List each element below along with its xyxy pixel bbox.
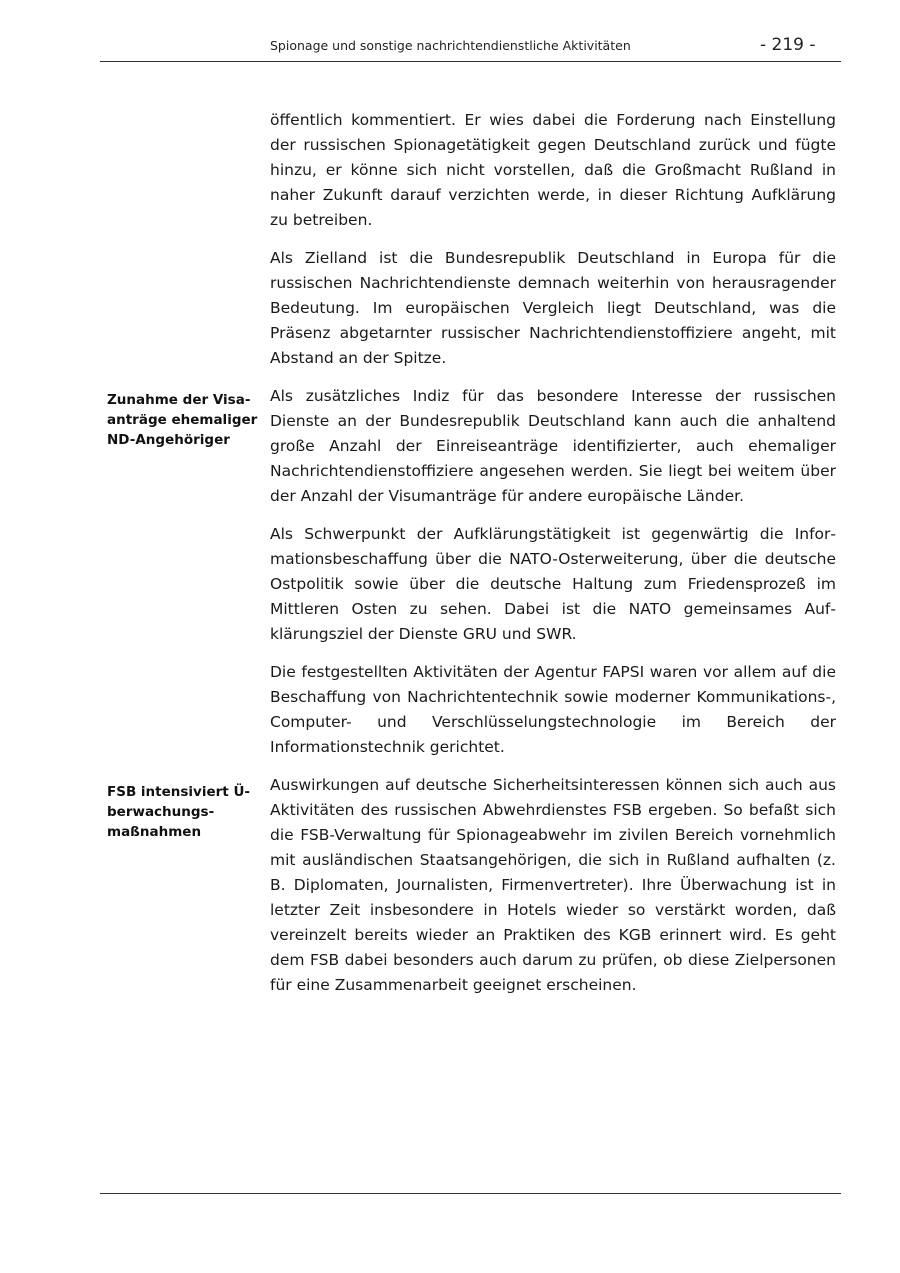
- header-rule: [100, 61, 841, 62]
- margin-note-fsb: [107, 782, 257, 842]
- paragraph: Als Zielland ist die Bundesrepublik Deutschland in Europa für die russischen Nachrichtendienste demnach weiterhin von herausragender Bedeutung. Im europäischen Vergleich liegt Deutschland, was die Präsenz abgetarnter russischer Nachrichtendienstoffiziere angeht, mit Abstand an der Spitze.: [270, 249, 836, 367]
- body-text: [270, 108, 836, 1011]
- paragraph: öffentlich kommentiert. Er wies dabei die Forderung nach Einstellung der russischen Spionagetätigkeit gegen Deutschland zurück und fügte hinzu, er könne sich nicht vorstellen, daß die Großmacht Rußland in naher Zukunft darauf verzichten werde, in dieser Richtung Aufklärung zu betreiben.: [270, 111, 836, 229]
- paragraph: Als zusätzliches Indiz für das besondere Interesse der russischen Dienste an der Bundesrepublik Deutschland kann auch die anhaltend große Anzahl der Einreiseanträge identifizierter, auch ehemaliger Nachrichtendienstoffiziere angesehen werden. Sie liegt bei weitem über der Anzahl der Visumanträge für andere europäische Länder.: [270, 387, 836, 505]
- margin-note-line: maßnahmen: [107, 824, 202, 840]
- margin-note-line: berwachungs-: [107, 804, 215, 820]
- paragraph: Auswirkungen auf deutsche Sicherheitsinteressen können sich auch aus Aktivitäten des russischen Abwehrdienstes FSB ergeben. So befaßt sich die FSB-Verwaltung für Spionageabwehr im zivilen Bereich vornehmlich mit ausländischen Staatsangehörigen, die sich in Rußland aufhalten (z. B. Diplomaten, Journalisten, Firmenvertreter). Ihre Überwachung ist in letzter Zeit insbesondere in Hotels wieder so verstärkt worden, daß vereinzelt bereits wieder an Praktiken des KGB erinnert wird. Es geht dem FSB dabei besonders auch darum zu prüfen, ob diese Zielpersonen für eine Zusammenarbeit geeignet erscheinen.: [270, 776, 836, 994]
- margin-note-visa: [107, 390, 257, 450]
- margin-note-line: FSB intensiviert Ü-: [107, 784, 251, 800]
- margin-note-line: ND-Angehöriger: [107, 432, 230, 448]
- running-header-title: Spionage und sonstige nachrichtendienstliche Aktivitäten: [270, 38, 631, 53]
- margin-note-line: Zunahme der Visa-: [107, 392, 251, 408]
- paragraph: Als Schwerpunkt der Aufklärungstätigkeit ist gegenwärtig die Informationsbeschaffung über die NATO-Osterweiterung, über die deutsche Ostpolitik sowie über die deutsche Haltung zum Friedensprozeß im Mittleren Osten zu sehen. Dabei ist die NATO gemeinsames Aufklärungsziel der Dienste GRU und SWR.: [270, 525, 836, 643]
- paragraph: Die festgestellten Aktivitäten der Agentur FAPSI waren vor allem auf die Beschaffung von Nachrichtentechnik sowie moderner Kommunikations-, Computer- und Verschlüsselungstechnologie im Bereich der Informationstechnik gerichtet.: [270, 663, 836, 756]
- footer-rule: [100, 1193, 841, 1194]
- margin-note-line: anträge ehemaliger: [107, 412, 258, 428]
- page-number: - 219 -: [760, 35, 816, 55]
